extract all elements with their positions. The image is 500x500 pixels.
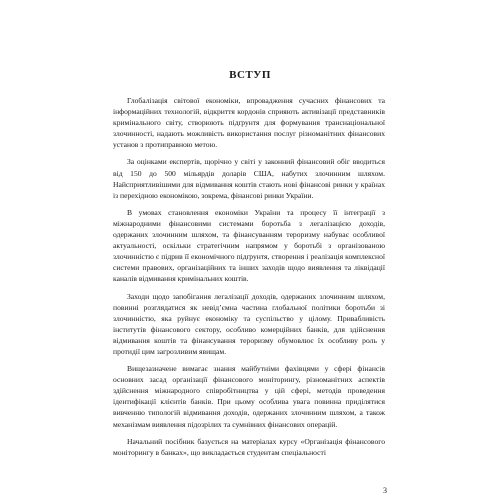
paragraph: Глобалізація світової економіки, впровадження сучасних фінансових та інформаційних технологій, відкриття кордонів сприяють активізації представників кримінального світу, створюють підґрунтя для формування транснаціональної злочинності, надають можливість використання послуг різноманітних фінансових установ з протиправною метою. [113, 96, 385, 150]
paragraph: В умовах становлення економіки України та процесу її інтеграції з міжнародними фінансовими системами боротьба з легалізацією доходів, одержаних злочинним шляхом, та фінансуванням тероризму набуває особливої актуальності, оскільки стратегічним напрямом у боротьбі з організованою злочинністю є підрив її економічного підґрунтя, створення і реалізація комплексної системи правових, організаційних та інших заходів щодо виявлення та ліквідації каналів відмивання кримінальних коштів. [113, 207, 385, 284]
paragraph: Начальний посібник базується на матеріалах курсу «Організація фінансового моніторингу в банках», що викладається студентам спеціальності [113, 436, 385, 457]
section-heading: ВСТУП [229, 69, 271, 81]
paragraph: Заходи щодо запобігання легалізації доходів, одержаних злочинним шляхом, повинні розглядатися як невід’ємна частина глобальної політики боротьби зі злочинністю, яка руйнує економіку та суспільство у цілому. Привабливість інститутів фінансового сектору, особливо комерційних банків, для здійснення відмивання коштів та фінансування тероризму обумовлює їх особливу роль у протидії цим загрозливим явищам. [113, 291, 385, 356]
paragraph: Вищезазначене вимагає знання майбутніми фахівцями у сфері фінансів основних засад організації фінансового моніторингу, різноманітних аспектів здійснення міжнародного співробітництва у цій сфері, методів проведення ідентифікації клієнтів банків. При цьому особлива увага повинна приділятися вивченню типологій відмивання доходів, одержаних злочинним шляхом, а також механізмам виявлення підозрілих та сумнівних фінансових операцій. [113, 364, 385, 429]
page-number: 3 [383, 486, 387, 495]
body-text [113, 95, 385, 464]
paragraph: За оцінками експертів, щорічно у світі у законний фінансовий обіг вводиться від 150 до 500 мільярдів доларів США, набутих злочинним шляхом. Найсприятливішими для відмивання коштів стають нові фінансові ринки у країнах із перехідною економікою, зокрема, фінансові ринки України. [113, 157, 385, 200]
